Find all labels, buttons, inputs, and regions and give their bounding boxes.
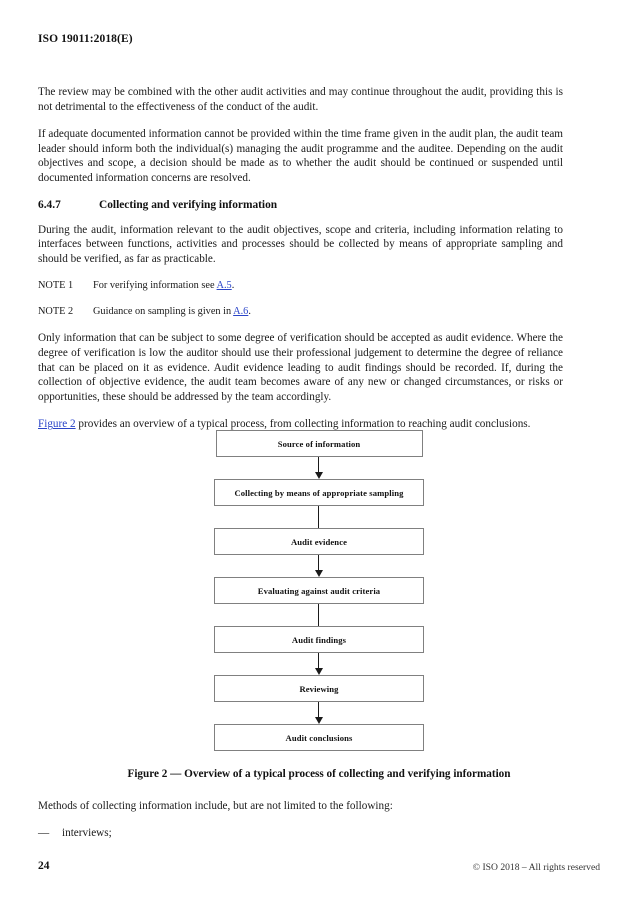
flow-box-audit-conclusions — [214, 724, 424, 751]
flow-box-label: Audit evidence — [290, 536, 348, 547]
xref-link-a6[interactable]: A.6 — [233, 306, 249, 318]
figure-caption: Figure 2 — Overview of a typical process of collecting and verifying information — [127, 768, 511, 780]
arrowhead-icon — [315, 472, 323, 479]
flow-box-label: Audit findings — [291, 634, 347, 645]
document-body — [38, 85, 563, 445]
arrowhead-icon — [315, 570, 323, 577]
connector-line — [318, 506, 319, 528]
clause-number: 6.4.7 — [38, 198, 61, 211]
copyright-notice: © ISO 2018 – All rights reserved — [472, 862, 600, 873]
paragraph-documented-information: If adequate documented information cannot be provided within the time frame given in the audit plan, the audit team leader should inform both the individual(s) managing the audit programme and the auditee. Depending on the audit objectives and scope, a decision should be made as to whether the audit should be continued or suspended until documented information concerns are resolved. — [38, 128, 563, 184]
arrowhead-icon — [315, 668, 323, 675]
figure-2 — [0, 430, 638, 780]
flow-connector-1 — [214, 457, 424, 479]
flow-box-reviewing — [214, 675, 424, 702]
flow-box-audit-evidence — [214, 528, 424, 555]
paragraph-methods-of-collecting: Methods of collecting information include, but are not limited to the following: — [38, 800, 393, 812]
flow-box-source-of-information — [216, 430, 423, 457]
flow-box-audit-findings — [214, 626, 424, 653]
document-body-after-figure — [38, 799, 563, 840]
flow-connector-5 — [214, 653, 424, 675]
note-2-text-after: . — [248, 306, 251, 318]
flowchart — [214, 430, 424, 751]
flow-box-label: Collecting by means of appropriate sampling — [234, 487, 404, 498]
note-2-text-before: Guidance on sampling is given in — [93, 306, 234, 318]
flow-box-label: Evaluating against audit criteria — [257, 585, 381, 596]
paragraph-review-combined: The review may be combined with the other audit activities and may continue throughout the audit, providing this is not detrimental to the effectiveness of the conduct of the audit. — [38, 86, 563, 113]
connector-line — [318, 702, 319, 718]
page-footer — [38, 860, 600, 878]
note-1-text-after: . — [231, 280, 235, 292]
note-1-text-before: For verifying information see — [93, 280, 217, 292]
flow-box-evaluating-against-criteria — [214, 577, 424, 604]
connector-line — [318, 555, 319, 571]
flow-box-label: Reviewing — [299, 683, 339, 694]
flow-connector-3 — [214, 555, 424, 577]
connector-line — [318, 653, 319, 669]
note-1 — [38, 279, 563, 293]
clause-heading-6-4-7 — [38, 199, 563, 211]
xref-link-a5[interactable]: A.5 — [216, 280, 232, 292]
note-2-label: NOTE 2 — [38, 306, 74, 318]
connector-line — [318, 604, 319, 626]
list-item-label: interviews; — [62, 826, 112, 839]
flow-box-label: Audit conclusions — [285, 732, 353, 743]
flow-connector-4 — [214, 604, 424, 626]
note-2 — [38, 305, 563, 319]
flow-connector-6 — [214, 702, 424, 724]
flow-box-label: Source of information — [277, 438, 361, 449]
xref-link-figure-2[interactable]: Figure 2 — [38, 418, 76, 431]
arrowhead-icon — [315, 717, 323, 724]
paragraph-verification-evidence: Only information that can be subject to some degree of verification should be accepted as audit evidence. Where the degree of verification is low the auditor should use their professional judgement to determine the degree of reliance that can be placed on it as evidence. Audit evidence leading to audit findings should be recorded. If, during the collection of objective evidence, the audit team becomes aware of any new or changed circumstances, or risks or opportunities, these should be addressed by the team accordingly. — [38, 332, 563, 403]
note-1-label: NOTE 1 — [38, 280, 74, 292]
clause-title: Collecting and verifying information — [99, 198, 278, 211]
note-1-text — [93, 279, 563, 293]
connector-line — [318, 457, 319, 473]
flow-box-collecting-by-sampling — [214, 479, 424, 506]
flow-connector-2 — [214, 506, 424, 528]
list-item — [38, 826, 563, 841]
note-2-text — [93, 305, 563, 319]
paragraph-figure-reference-text: provides an overview of a typical process, from collecting information to reaching audit conclusions. — [75, 418, 531, 431]
page-header — [38, 33, 133, 45]
standard-reference: ISO 19011:2018(E) — [38, 33, 133, 45]
page-number: 24 — [38, 860, 50, 872]
list-dash: — — [38, 826, 50, 839]
paragraph-during-the-audit: During the audit, information relevant to the audit objectives, scope and criteria, including information relating to interfaces between functions, activities and processes should be collected by means of appropriate sampling and should be verified, as far as practicable. — [38, 223, 563, 265]
